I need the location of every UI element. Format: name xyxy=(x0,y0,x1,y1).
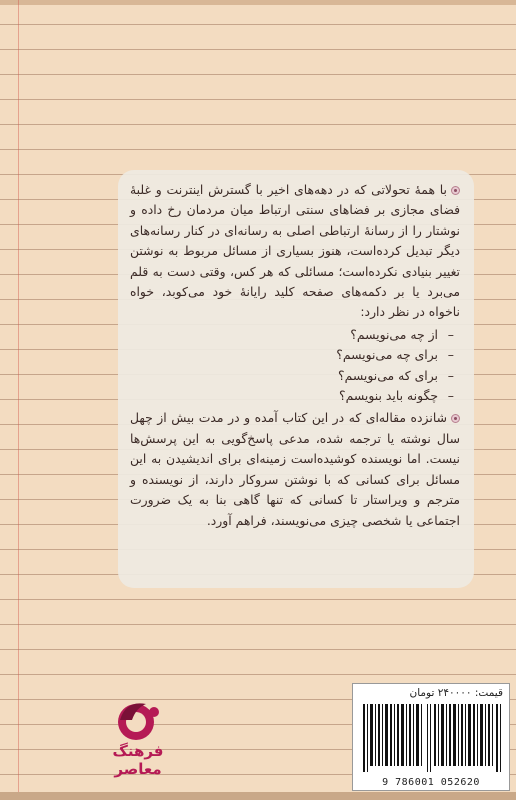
publisher-logo-icon xyxy=(112,698,164,742)
price-label: قیمت: xyxy=(474,687,503,699)
flower-bullet-icon xyxy=(451,186,460,195)
question-item: – برای چه می‌نویسم؟ xyxy=(130,345,438,365)
blurb-panel xyxy=(118,170,474,588)
flower-bullet-icon xyxy=(451,414,460,423)
margin-line xyxy=(18,0,19,800)
paragraph-1-text: با همهٔ تحولاتی که در دهه‌های اخیر با گسترش اینترنت و غلبهٔ فضای مجازی بر فضاهای سنتی ارتباط میان مردمان رخ داده و نوشتار را از رسانهٔ ارتباطی اصلی به رسانه‌ای در کنار رسانه‌های دیگر تبدیل کرده‌است، هنوز بسیاری از مسائل مربوط به نوشتن تغییر بنیادی نکرده‌است؛ مسائلی که هر کس، وقتی دست به قلم می‌برد یا بر دکمه‌های صفحه کلید رایانهٔ خود می‌کوبد، خواه ناخواه در نظر دارد: xyxy=(130,182,460,320)
paragraph-2-text: شانزده مقاله‌ای که در این کتاب آمده و در مدت بیش از چهل سال نوشته یا ترجمه شده، مدعی پاسخ‌گویی به این پرسش‌ها نیست. اما نویسنده کوشیده‌است زمینه‌ای برای اندیشیدن به این مسائل برای کسانی که با نوشتن سروکار دارند، از نویسنده و مترجم و ویراستار تا کسانی که تنها گاهی بنا به یک ضرورت اجتماعی یا شخصی چیزی می‌نویسند، فراهم آورد. xyxy=(130,410,460,528)
blurb-paragraph-1 xyxy=(130,180,460,323)
bottom-edge xyxy=(0,792,516,800)
publisher-name: فرهنگ معاصر xyxy=(112,742,164,778)
price-tag xyxy=(409,687,503,699)
barcode-label xyxy=(352,683,510,791)
barcode-image xyxy=(357,704,507,772)
blurb-paragraph-2 xyxy=(130,408,460,530)
question-item: – چگونه باید بنویسم؟ xyxy=(130,386,438,406)
top-edge xyxy=(0,0,516,5)
price-amount: ۲۴۰۰۰۰ تومان xyxy=(409,687,472,699)
isbn-number: 9 786001 052620 xyxy=(382,777,480,788)
question-item: – برای که می‌نویسم؟ xyxy=(130,366,438,386)
question-list xyxy=(130,325,460,407)
question-item: – از چه می‌نویسم؟ xyxy=(130,325,438,345)
